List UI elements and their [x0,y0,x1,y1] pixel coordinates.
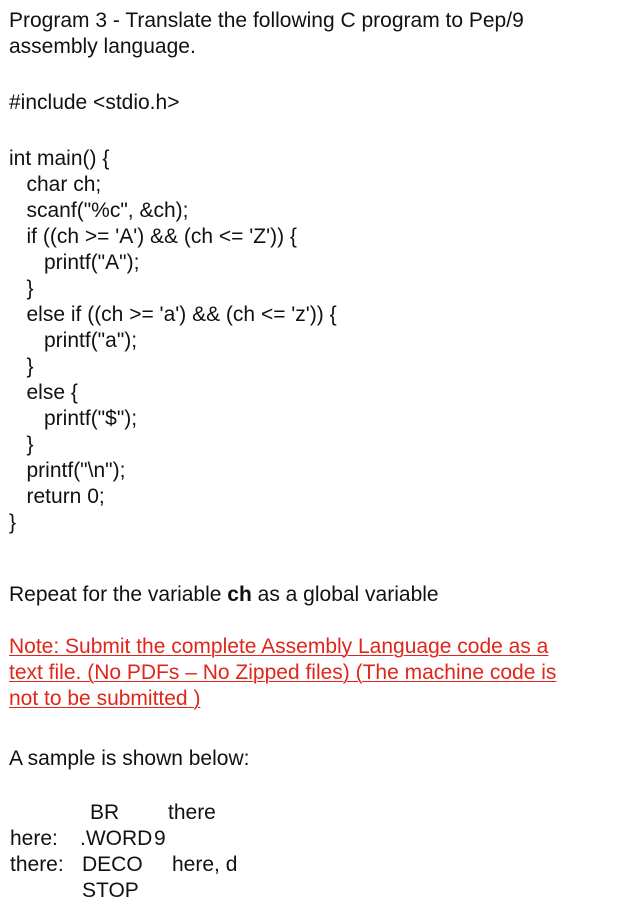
code-line: printf("\n"); [9,459,126,482]
note-line-1: Note: Submit the complete Assembly Language code as a [9,635,549,658]
code-line: printf("$"); [9,407,138,430]
sample-label: there: [10,853,64,876]
code-line: int main() { [9,147,110,170]
code-line: else if ((ch >= 'a') && (ch <= 'z')) { [9,303,337,326]
code-line: } [9,277,34,300]
note-line-3: not to be submitted ) [9,687,201,710]
code-line: char ch; [9,173,102,196]
sample-op: BR [90,801,120,824]
code-line: } [9,355,34,378]
sample-arg: here, d [172,853,238,876]
include-line: #include <stdio.h> [9,91,180,114]
code-line: } [9,511,17,534]
sample-op: DECO [82,853,143,876]
repeat-instruction [9,582,439,608]
code-line: printf("A"); [9,251,140,274]
repeat-after: as a global variable [251,583,439,606]
title-line-1: Program 3 - Translate the following C program to Pep/9 [9,9,524,32]
code-line: else { [9,381,78,404]
repeat-before: Repeat for the variable [9,583,228,606]
code-line: printf("a"); [9,329,138,352]
code-line: scanf("%c", &ch); [9,199,189,222]
sample-label: here: [10,827,58,850]
repeat-variable: ch [227,583,252,606]
code-line: if ((ch >= 'A') && (ch <= 'Z')) { [9,225,297,248]
sample-op: .WORD [80,827,153,850]
sample-arg: 9 [154,827,166,850]
title-line-2: assembly language. [9,35,196,58]
note-line-2: text file. (No PDFs – No Zipped files) (The machine code is [9,661,557,684]
code-line: } [9,433,34,456]
sample-op: STOP [82,879,139,902]
code-line: return 0; [9,485,105,508]
sample-arg: there [168,801,216,824]
sample-intro: A sample is shown below: [9,747,250,770]
